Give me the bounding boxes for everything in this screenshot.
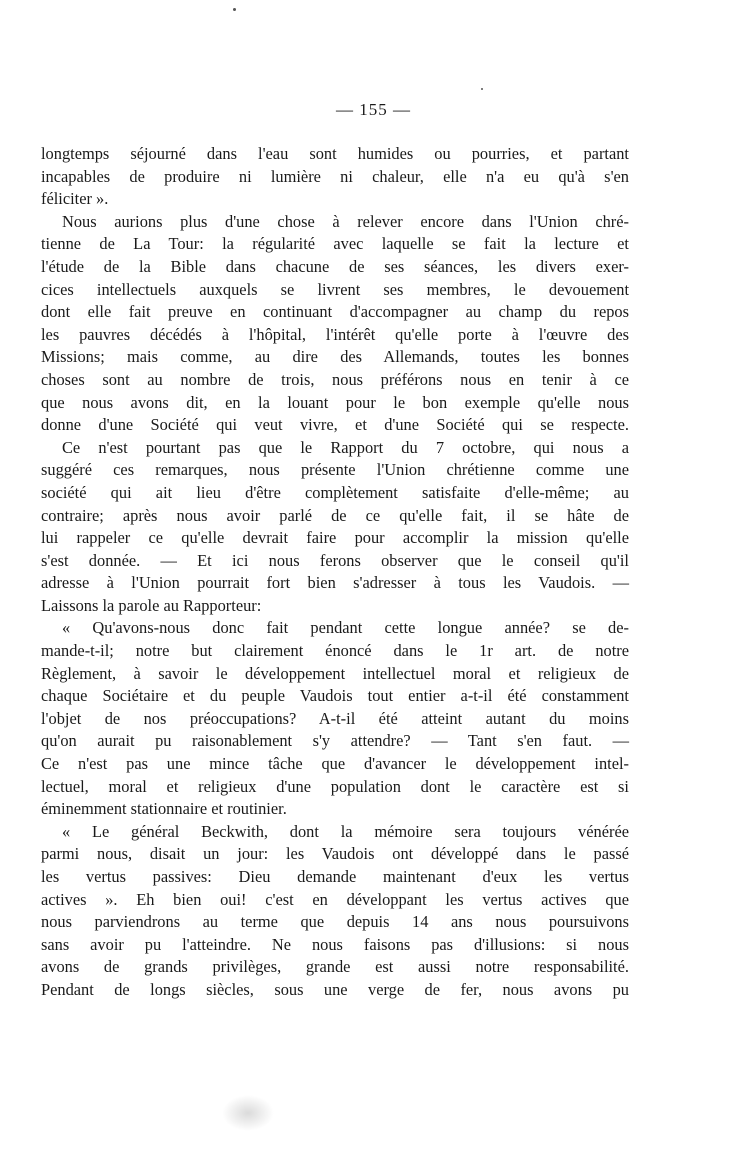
text-line: mande-t-il; notre but clairement énoncé dans le 1r art. de notre [41,641,629,661]
text-line: « Qu'avons-nous donc fait pendant cette longue année? se de- [62,618,629,638]
text-line: contraire; après nous avoir parlé de ce qu'elle fait, il se hâte de [41,505,629,525]
text-line: Règlement, à savoir le développement intellectuel moral et religieux de [41,663,629,683]
text-line: dont elle fait preuve en continuant d'accompagner au champ du repos [41,302,629,322]
text-line: Ce n'est pourtant pas que le Rapport du 7 octobre, qui nous a [62,437,629,457]
page-number: — 155 — [336,100,411,119]
text-line: donne d'une Société qui veut vivre, et d'une Société qui se respecte. [41,415,629,435]
text-line: société qui ait lieu d'être complètement satisfaite d'elle-même; au [41,482,629,502]
text-line: cices intellectuels auxquels se livrent ses membres, le devouement [41,279,629,299]
text-line: chaque Sociétaire et du peuple Vaudois tout entier a-t-il été constamment [41,686,629,706]
text-line: parmi nous, disait un jour: les Vaudois ont développé dans le passé [41,844,629,864]
text-line: s'est donnée. — Et ici nous ferons observer que le conseil qu'il [41,550,629,570]
text-line: que nous avons dit, en la louant pour le bon exemple qu'elle nous [41,392,629,412]
text-line: actives ». Eh bien oui! c'est en développant les vertus actives que [41,889,629,909]
text-line: l'étude de la Bible dans chacune de ses séances, les divers exer- [41,256,629,276]
text-line: qu'on aurait pu raisonablement s'y attendre? — Tant s'en faut. — [41,731,629,751]
text-line: Pendant de longs siècles, sous une verge de fer, nous avons pu [41,979,629,999]
text-line: longtemps séjourné dans l'eau sont humides ou pourries, et partant [41,144,629,163]
text-line: Nous aurions plus d'une chose à relever encore dans l'Union chré- [62,211,629,231]
text-line: éminemment stationnaire et routinier. [41,799,287,819]
text-line: sans avoir pu l'atteindre. Ne nous faisons pas d'illusions: si nous [41,934,629,954]
text-line: avons de grands privilèges, grande est aussi notre responsabilité. [41,957,629,977]
text-line: « Le général Beckwith, dont la mémoire sera toujours vénérée [62,821,629,841]
text-line: nous parviendrons au terme que depuis 14 ans nous poursuivons [41,912,629,932]
text-line: choses sont au nombre de trois, nous préférons nous en tenir à ce [41,369,629,389]
print-speck [233,8,236,11]
print-speck [481,88,483,90]
body-text [41,143,629,1002]
text-line: suggéré ces remarques, nous présente l'Union chrétienne comme une [41,460,629,480]
text-line: féliciter ». [41,189,109,209]
text-line: l'objet de nos préoccupations? A-t-il été atteint autant du moins [41,708,629,728]
text-line: les pauvres décédés à l'hôpital, l'intérêt qu'elle porte à l'œuvre des [41,324,629,344]
text-line: tienne de La Tour: la régularité avec laquelle se fait la lecture et [41,234,629,254]
page-smudge [222,1095,274,1131]
text-line: adresse à l'Union pourrait fort bien s'adresser à tous les Vaudois. — [41,573,629,593]
text-line: les vertus passives: Dieu demande maintenant d'eux les vertus [41,867,629,886]
text-line: Ce n'est pas une mince tâche que d'avancer le développement intel- [41,754,629,774]
text-line: incapables de produire ni lumière ni chaleur, elle n'a eu qu'à s'en [41,166,629,186]
text-line: lui rappeler ce qu'elle devrait faire pour accomplir la mission qu'elle [41,528,629,548]
text-line: Laissons la parole au Rapporteur: [41,595,262,615]
text-line: lectuel, moral et religieux d'une population dont le caractère est si [41,776,629,796]
text-line: Missions; mais comme, au dire des Allemands, toutes les bonnes [41,347,629,367]
